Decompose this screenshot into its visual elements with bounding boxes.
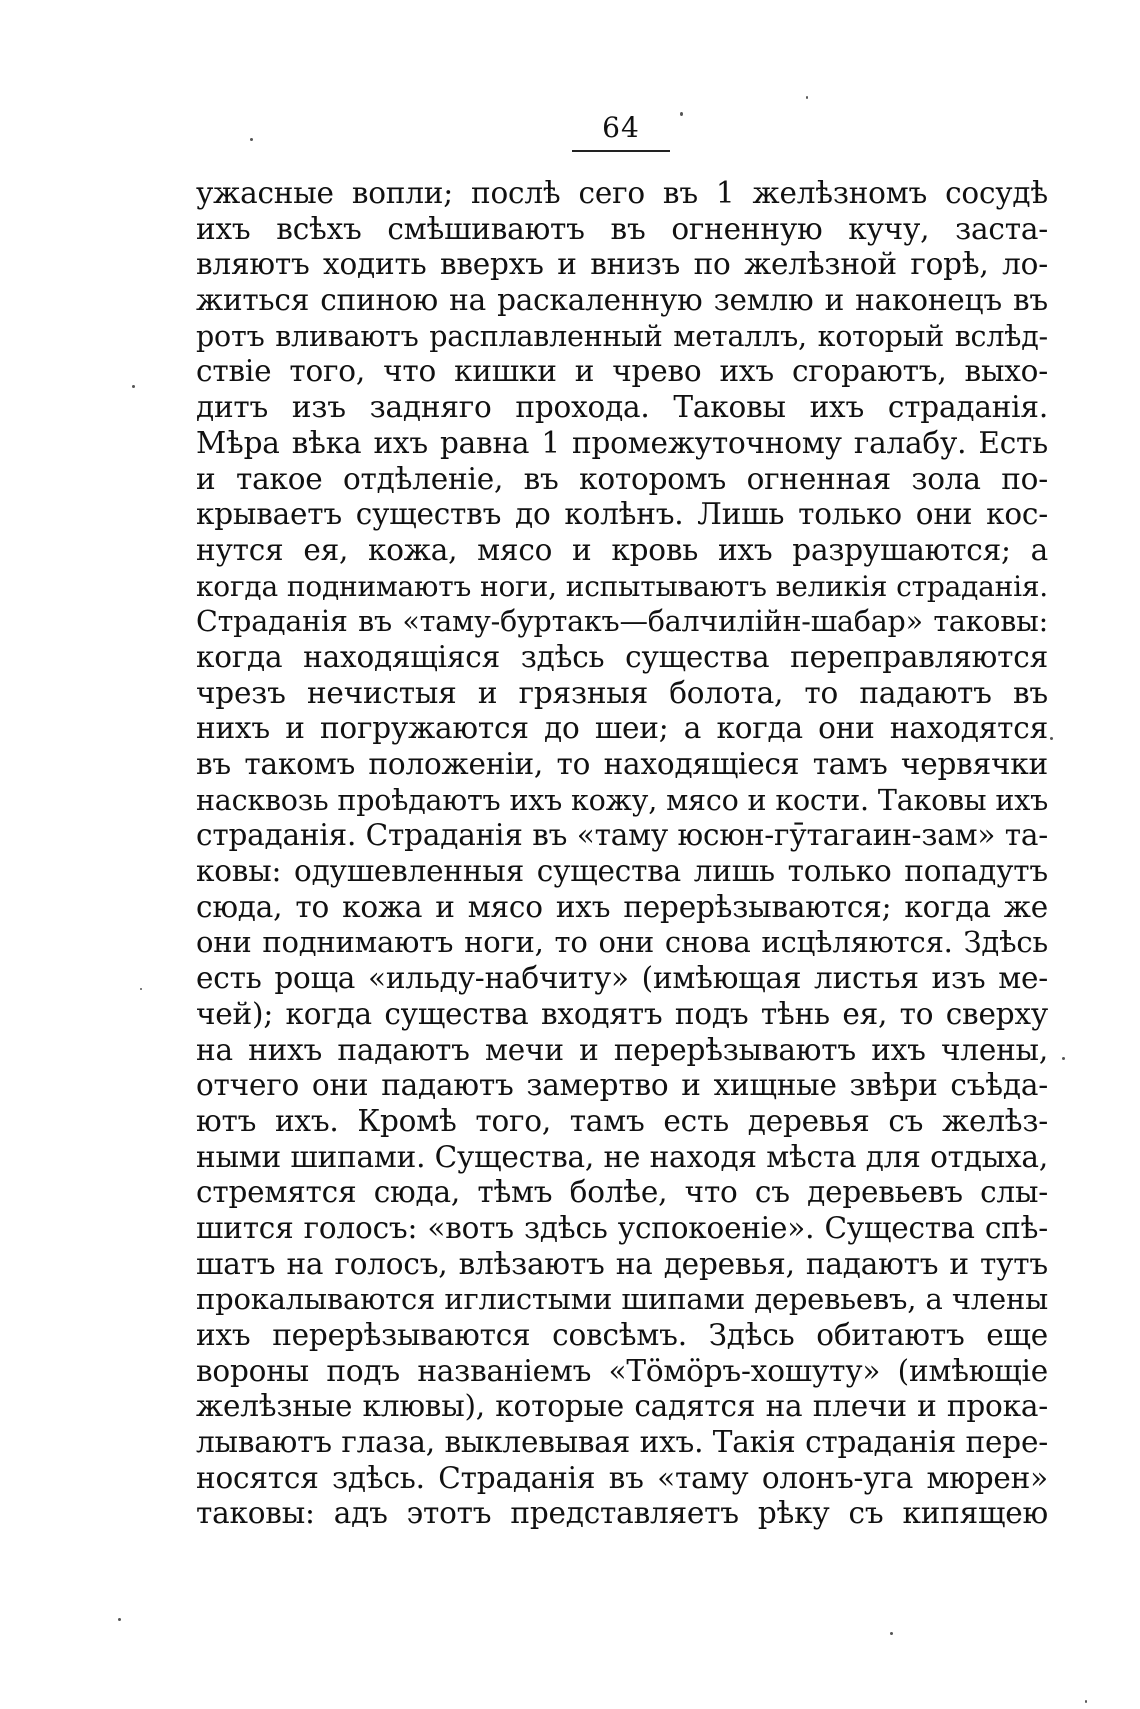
- text-line: нихъ и погружаются до шеи; а когда они находятся: [196, 711, 1048, 746]
- text-line: и такое отдѣленіе, въ которомъ огненная зола по-: [196, 461, 1048, 496]
- text-line: когда находящіяся здѣсь существа переправляются: [196, 639, 1048, 674]
- print-speck: [1050, 737, 1053, 740]
- print-speck: [132, 385, 135, 388]
- text-line: шится голосъ: «вотъ здѣсь успокоеніе». Существа спѣ-: [196, 1210, 1048, 1245]
- text-line: отчего они падаютъ замертво и хищные звѣри съѣда-: [196, 1068, 1048, 1103]
- text-line: когда поднимаютъ ноги, испытываютъ великія страданія.: [196, 569, 1048, 603]
- text-line: чей); когда существа входятъ подъ тѣнь ея, то сверху: [196, 996, 1048, 1031]
- text-line: Мѣра вѣка ихъ равна 1 промежуточному галабу. Есть: [196, 425, 1048, 460]
- text-line: ихъ всѣхъ смѣшиваютъ въ огненную кучу, заста-: [196, 211, 1048, 246]
- text-line: Страданія въ «таму-буртакъ—балчилійн-шабар» таковы:: [196, 605, 1048, 639]
- text-line: вляютъ ходить вверхъ и внизъ по желѣзной горѣ, ло-: [196, 247, 1048, 282]
- text-line: ротъ вливаютъ расплавленный металлъ, который вслѣд-: [196, 319, 1048, 353]
- text-line: желѣзные клювы), которые садятся на плечи и прока-: [196, 1389, 1048, 1424]
- page-number: 64: [602, 111, 640, 144]
- page-number-rule: [572, 150, 670, 152]
- text-line: крываетъ существъ до колѣнъ. Лишь только они кос-: [196, 497, 1048, 532]
- print-speck: [140, 988, 142, 990]
- text-line: ными шипами. Существа, не находя мѣста для отдыха,: [196, 1139, 1048, 1174]
- text-line: ихъ перерѣзываются совсѣмъ. Здѣсь обитаютъ еще: [196, 1318, 1048, 1352]
- text-line: ковы: одушевленныя существа лишь только попадутъ: [196, 854, 1048, 889]
- text-line: страданія. Страданія въ «таму юсюн-гӯтагаин-зам» та-: [196, 818, 1048, 853]
- print-speck: [250, 138, 253, 141]
- text-line: лываютъ глаза, выклевывая ихъ. Такія страданія пере-: [196, 1425, 1048, 1460]
- text-line: въ такомъ положеніи, то находящіеся тамъ червячки: [196, 747, 1048, 781]
- text-line: сюда, то кожа и мясо ихъ перерѣзываются; когда же: [196, 889, 1048, 924]
- text-line: есть роща «ильду-набчиту» (имѣющая листья изъ ме-: [196, 961, 1048, 996]
- text-line: на нихъ падаютъ мечи и перерѣзываютъ ихъ члены,: [196, 1032, 1048, 1067]
- text-line: вороны подъ названіемъ «Тӧмӧръ-хошуту» (имѣющіе: [196, 1353, 1048, 1388]
- print-speck: [118, 1618, 121, 1621]
- text-line: ужасные вопли; послѣ сего въ 1 желѣзномъ сосудѣ: [196, 176, 1048, 210]
- text-line: чрезъ нечистыя и грязныя болота, то падаютъ въ: [196, 675, 1048, 710]
- text-line: ствіе того, что кишки и чрево ихъ сгораютъ, выхо-: [196, 354, 1048, 389]
- text-line: стремятся сюда, тѣмъ болѣе, что съ деревьевъ слы-: [196, 1175, 1048, 1210]
- text-line: шатъ на голосъ, влѣзаютъ на деревья, падаютъ и тутъ: [196, 1246, 1048, 1281]
- text-line: прокалываются иглистыми шипами деревьевъ, а члены: [196, 1282, 1048, 1317]
- text-line: ютъ ихъ. Кромѣ того, тамъ есть деревья съ желѣз-: [196, 1103, 1048, 1138]
- text-line: насквозь проѣдаютъ ихъ кожу, мясо и кости. Таковы ихъ: [196, 783, 1048, 817]
- text-line: дитъ изъ задняго прохода. Таковы ихъ страданія.: [196, 390, 1048, 425]
- print-speck: [1062, 1057, 1065, 1060]
- text-line: носятся здѣсь. Страданія въ «таму олонъ-уга мюрен»: [196, 1460, 1048, 1495]
- print-speck: [806, 96, 808, 99]
- print-speck: [680, 112, 683, 116]
- print-speck: [890, 1632, 893, 1635]
- print-speck: [1085, 1700, 1087, 1703]
- page-body-text: [196, 176, 1048, 1532]
- text-line: таковы: адъ этотъ представляетъ рѣку съ кипящею: [196, 1496, 1048, 1531]
- text-line: они поднимаютъ ноги, то они снова исцѣляются. Здѣсь: [196, 925, 1048, 960]
- text-line: нутся ея, кожа, мясо и кровь ихъ разрушаются; а: [196, 532, 1048, 567]
- text-line: житься спиною на раскаленную землю и наконецъ въ: [196, 283, 1048, 318]
